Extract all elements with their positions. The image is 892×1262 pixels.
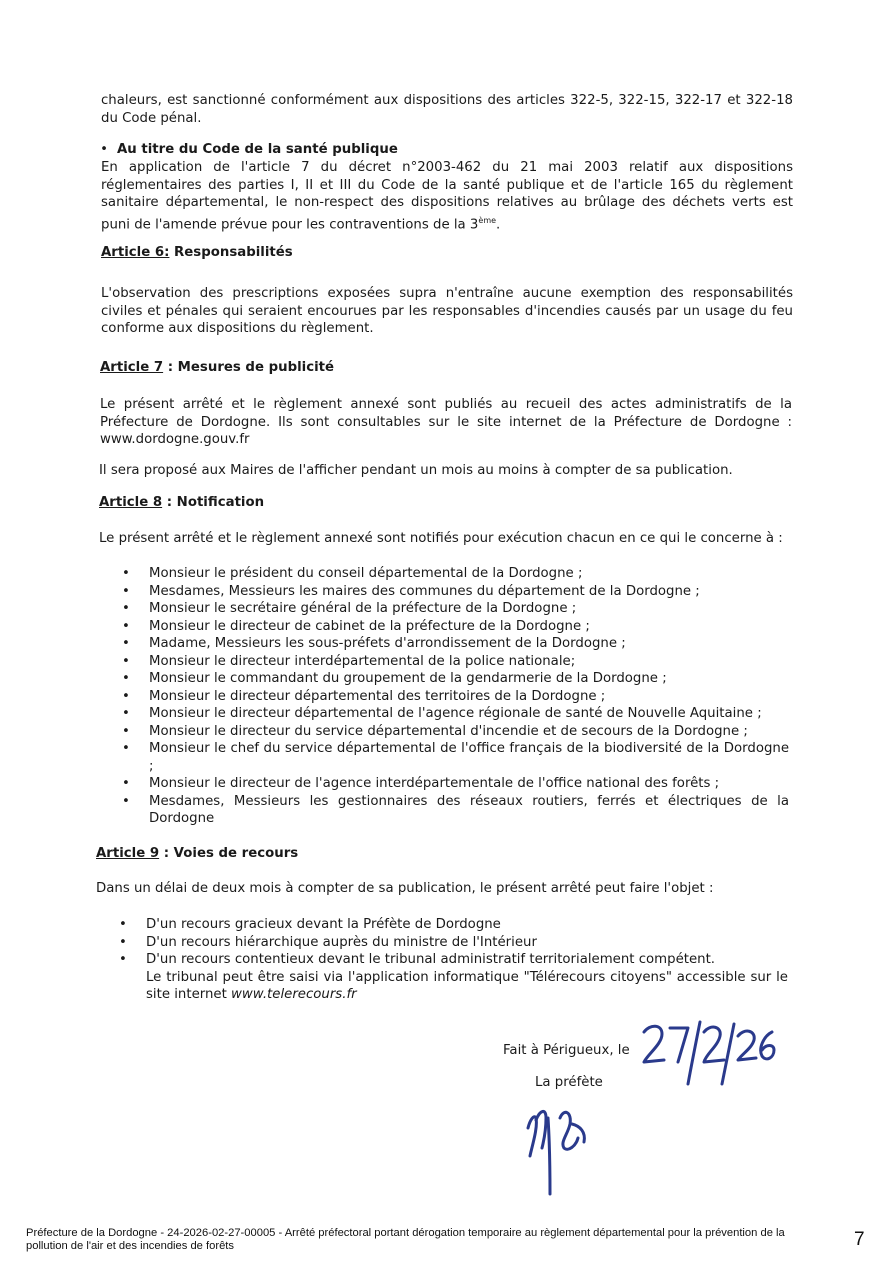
signature-place: Fait à Périgueux, le	[503, 1043, 630, 1058]
article7-text2: Il sera proposé aux Maires de l'afficher pendant un mois au moins à compter de sa publication.	[99, 463, 733, 478]
tribunal-note: Le tribunal peut être saisi via l'application informatique "Télérecours citoyens" accessible sur le site internet	[146, 969, 788, 1002]
article8-label: Article 8	[99, 495, 163, 510]
sante-sup: ème	[478, 215, 497, 225]
article9-intro: Dans un délai de deux mois à compter de sa publication, le présent arrêté peut faire l'objet :	[96, 881, 714, 896]
bullet-icon: •	[122, 601, 130, 616]
bullet-icon: •	[122, 793, 130, 809]
article7-label: Article 7	[100, 360, 164, 375]
sante-heading: Au titre du Code de la santé publique	[117, 142, 398, 157]
article7-heading	[100, 359, 334, 377]
bullet-icon: •	[122, 636, 130, 651]
list-item: • Madame, Messieurs les sous-préfets d'arrondissement de la Dordogne ;	[122, 636, 626, 651]
list-item: • Monsieur le directeur départemental des territoires de la Dordogne ;	[122, 688, 606, 704]
bullet-icon: •	[122, 618, 130, 634]
article7-title: : Mesures de publicité	[163, 360, 335, 375]
bullet-icon: •	[100, 142, 108, 157]
bullet-icon: •	[119, 952, 127, 967]
article6-title: Responsabilités	[169, 245, 293, 260]
article7-paragraph	[100, 396, 792, 449]
sante-text: En application de l'article 7 du décret n°2003-462 du 21 mai 2003 relatif aux dispositions réglementaires des parties I, II et III du Code de la santé publique et de l'article 165 du règlement sanitaire départemental, le non-respect des dispositions relatives au brûlage des déchets verts est puni de l'amende prévue pour les contraventions de la 3	[101, 160, 793, 232]
intro-paragraph	[101, 92, 793, 127]
list-item: • Monsieur le président du conseil départemental de la Dordogne ;	[122, 566, 583, 581]
signature-mark	[520, 1098, 600, 1198]
article8-intro-paragraph	[99, 530, 791, 548]
bullet-icon: •	[119, 917, 127, 932]
article8-heading	[99, 494, 264, 512]
list-item: • D'un recours gracieux devant la Préfète de Dordogne	[119, 917, 501, 932]
bullet-icon: •	[122, 688, 130, 704]
footer-text: Préfecture de la Dordogne - 24-2026-02-27-00005 - Arrêté préfectoral portant dérogation temporaire au règlement départemental pour la prévention de la pollution de l'air et des incendies de forêts	[26, 1227, 785, 1252]
list-item: • Monsieur le directeur interdépartemental de la police nationale;	[122, 653, 576, 669]
list-item: • Monsieur le commandant du groupement de la gendarmerie de la Dordogne ;	[122, 671, 667, 686]
article6-paragraph	[101, 285, 793, 338]
article9-intro-paragraph	[96, 880, 788, 898]
tribunal-note-item	[146, 969, 788, 1004]
recipients-list	[122, 565, 789, 828]
telerecours-link[interactable]: www.telerecours.fr	[231, 987, 357, 1002]
intro-text: chaleurs, est sanctionné conformément aux dispositions des articles 322-5, 322-15, 322-17 et 322-18 du Code pénal.	[101, 93, 793, 126]
bullet-icon: •	[119, 934, 127, 950]
recours-list	[119, 916, 788, 1004]
bullet-icon: •	[122, 723, 130, 739]
bullet-icon: •	[122, 741, 130, 756]
article9-label: Article 9	[96, 846, 160, 861]
handwritten-date	[638, 1018, 788, 1088]
sante-end: .	[496, 216, 501, 232]
article8-title: : Notification	[162, 495, 265, 510]
list-item: • Monsieur le secrétaire général de la préfecture de la Dordogne ;	[122, 601, 577, 616]
article6-label: Article 6:	[101, 245, 170, 260]
list-item: • Mesdames, Messieurs les maires des communes du département de la Dordogne ;	[122, 583, 700, 599]
bullet-icon: •	[122, 776, 130, 791]
list-item: • Mesdames, Messieurs les gestionnaires des réseaux routiers, ferrés et électriques de la Dordogne	[122, 793, 789, 826]
article8-intro: Le présent arrêté et le règlement annexé sont notifiés pour exécution chacun en ce qui le concerne à :	[99, 531, 783, 546]
list-item: • Monsieur le chef du service départemental de l'office français de la biodiversité de la Dordogne ;	[122, 741, 789, 774]
list-item: • D'un recours hiérarchique auprès du ministre de l'Intérieur	[119, 934, 537, 950]
sante-paragraph	[101, 159, 793, 233]
list-item: • Monsieur le directeur de cabinet de la préfecture de la Dordogne ;	[122, 618, 590, 634]
article6-text: L'observation des prescriptions exposées supra n'entraîne aucune exemption des responsabilités civiles et pénales qui seraient encourues par les responsables d'incendies causés par un usage du feu conforme aux dispositions du règlement.	[101, 286, 793, 336]
bullet-icon: •	[122, 653, 130, 669]
bullet-icon: •	[122, 583, 130, 599]
list-item: • Monsieur le directeur de l'agence interdépartementale de l'office national des forêts ;	[122, 776, 720, 791]
list-item: • D'un recours contentieux devant le tribunal administratif territorialement compétent.	[119, 952, 716, 967]
page-number: 7	[854, 1229, 865, 1250]
bullet-icon: •	[122, 706, 130, 721]
article9-heading	[96, 845, 298, 863]
signature-role: La préfète	[535, 1075, 603, 1090]
article9-title: : Voies de recours	[159, 846, 299, 861]
list-item: • Monsieur le directeur du service départemental d'incendie et de secours de la Dordogne ;	[122, 723, 748, 739]
article6-heading	[101, 244, 293, 262]
list-item: • Monsieur le directeur départemental de l'agence régionale de santé de Nouvelle Aquitaine ;	[122, 706, 762, 721]
article7-paragraph2	[99, 462, 791, 480]
bullet-icon: •	[122, 566, 130, 581]
article7-text1: Le présent arrêté et le règlement annexé sont publiés au recueil des actes administratifs de la Préfecture de Dordogne. Ils sont consultables sur le site internet de la Préfecture de Dordogne : www.dordogne.gouv.fr	[100, 397, 792, 447]
bullet-icon: •	[122, 671, 130, 686]
